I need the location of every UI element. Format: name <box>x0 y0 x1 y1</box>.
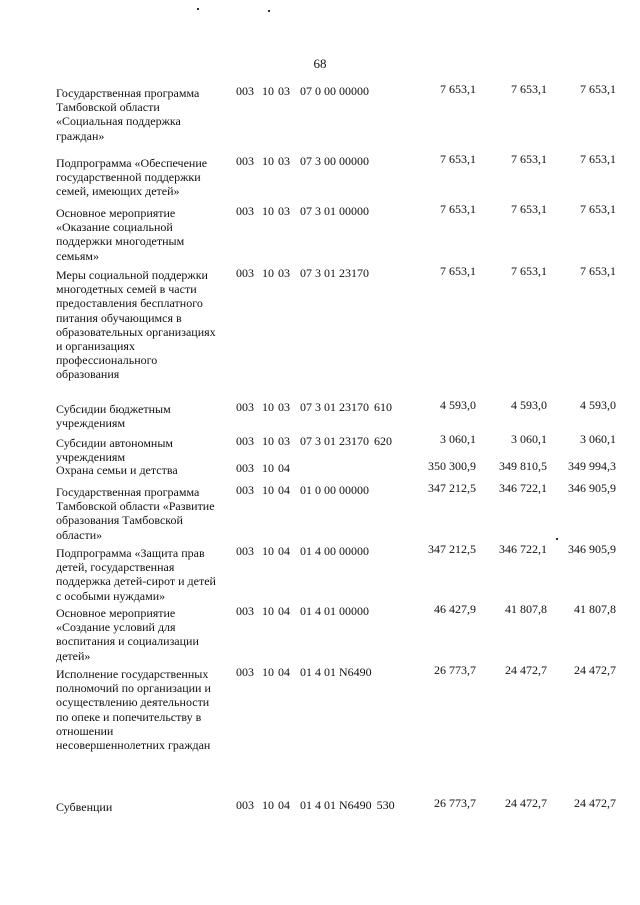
subsection-code: 03 <box>278 434 290 448</box>
subsection-code: 04 <box>278 665 290 679</box>
amount-year-2: 346 722,1 <box>499 481 547 495</box>
row-name: Подпрограмма «Защита прав детей, государственная поддержка детей-сирот и детей с особыми нуждами» <box>56 546 216 603</box>
amount-year-1: 26 773,7 <box>434 796 476 810</box>
target-article: 01 4 00 00000 <box>300 544 369 558</box>
amount-year-2: 349 810,5 <box>499 459 547 473</box>
budget-code <box>236 84 379 98</box>
ministry-code: 003 <box>236 266 254 280</box>
page-number: 68 <box>313 56 327 71</box>
expense-type: 620 <box>374 434 392 448</box>
section-code: 10 <box>262 544 274 558</box>
target-article: 01 0 00 00000 <box>300 483 369 497</box>
amount-year-1: 7 653,1 <box>440 82 476 96</box>
budget-code <box>236 266 379 280</box>
scan-mark <box>197 8 199 10</box>
amount-year-3: 24 472,7 <box>574 663 616 677</box>
amount-year-3: 24 472,7 <box>574 796 616 810</box>
section-code: 10 <box>262 483 274 497</box>
expense-type: 610 <box>374 400 392 414</box>
amount-year-1: 347 212,5 <box>428 481 476 495</box>
amount-year-3: 41 807,8 <box>574 602 616 616</box>
row-name: Субвенции <box>56 800 113 814</box>
row-name: Основное мероприятие «Оказание социальной поддержки многодетным семьям» <box>56 206 185 263</box>
amount-year-2: 41 807,8 <box>505 602 547 616</box>
target-article: 07 0 00 00000 <box>300 84 369 98</box>
section-code: 10 <box>262 154 274 168</box>
ministry-code: 003 <box>236 544 254 558</box>
amount-year-3: 346 905,9 <box>568 481 616 495</box>
section-code: 10 <box>262 604 274 618</box>
amount-year-2: 346 722,1 <box>499 542 547 556</box>
budget-code <box>236 154 379 168</box>
amount-year-3: 3 060,1 <box>580 432 616 446</box>
target-article: 07 3 00 00000 <box>300 154 369 168</box>
ministry-code: 003 <box>236 434 254 448</box>
target-article: 01 4 01 00000 <box>300 604 369 618</box>
target-article: 01 4 01 N6490 <box>300 798 372 812</box>
expense-type: 530 <box>376 798 395 812</box>
target-article: 07 3 01 23170 <box>300 434 369 448</box>
amount-year-2: 7 653,1 <box>511 82 547 96</box>
ministry-code: 003 <box>236 483 254 497</box>
subsection-code: 03 <box>278 84 290 98</box>
row-name: Меры социальной поддержки многодетных семей в части предоставления бесплатного питания обучающимся в образовательных организациях и организациях профессионального образования <box>56 268 216 382</box>
section-code: 10 <box>262 665 274 679</box>
row-name: Исполнение государственных полномочий по организации и осуществлению деятельности по опеке и попечительству в отношении несовершеннолетних граждан <box>56 667 211 753</box>
row-name: Государственная программа Тамбовской области «Социальная поддержка граждан» <box>56 86 200 143</box>
ministry-code: 003 <box>236 461 254 475</box>
amount-year-3: 7 653,1 <box>580 202 616 216</box>
subsection-code: 03 <box>278 400 290 414</box>
amount-year-2: 7 653,1 <box>511 152 547 166</box>
ministry-code: 003 <box>236 798 254 812</box>
section-code: 10 <box>262 266 274 280</box>
amount-year-2: 7 653,1 <box>511 202 547 216</box>
ministry-code: 003 <box>236 665 254 679</box>
budget-code <box>236 483 379 497</box>
row-name: Подпрограмма «Обеспечение государственной поддержки семей, имеющих детей» <box>56 156 208 199</box>
scan-mark <box>268 10 270 12</box>
section-code: 10 <box>262 204 274 218</box>
budget-code <box>236 434 397 448</box>
ministry-code: 003 <box>236 604 254 618</box>
amount-year-1: 46 427,9 <box>434 602 476 616</box>
amount-year-1: 350 300,9 <box>428 459 476 473</box>
ministry-code: 003 <box>236 154 254 168</box>
amount-year-3: 4 593,0 <box>580 398 616 412</box>
subsection-code: 04 <box>278 461 290 475</box>
amount-year-2: 24 472,7 <box>505 663 547 677</box>
target-article: 07 3 01 23170 <box>300 266 369 280</box>
row-name: Субсидии бюджетным учреждениям <box>56 402 171 431</box>
subsection-code: 04 <box>278 483 290 497</box>
amount-year-2: 4 593,0 <box>511 398 547 412</box>
subsection-code: 03 <box>278 154 290 168</box>
section-code: 10 <box>262 461 274 475</box>
ministry-code: 003 <box>236 204 254 218</box>
amount-year-1: 26 773,7 <box>434 663 476 677</box>
amount-year-3: 346 905,9 <box>568 542 616 556</box>
section-code: 10 <box>262 84 274 98</box>
amount-year-1: 347 212,5 <box>428 542 476 556</box>
section-code: 10 <box>262 798 274 812</box>
amount-year-1: 7 653,1 <box>440 152 476 166</box>
row-name: Основное мероприятие «Создание условий для воспитания и социализации детей» <box>56 606 199 663</box>
budget-code <box>236 204 379 218</box>
row-name: Субсидии автономным учреждениям <box>56 436 173 465</box>
row-name: Охрана семьи и детства <box>56 463 178 477</box>
section-code: 10 <box>262 434 274 448</box>
budget-code <box>236 400 397 414</box>
amount-year-1: 7 653,1 <box>440 202 476 216</box>
amount-year-2: 7 653,1 <box>511 264 547 278</box>
row-name: Государственная программа Тамбовской области «Развитие образования Тамбовской области» <box>56 485 215 542</box>
amount-year-3: 7 653,1 <box>580 82 616 96</box>
ministry-code: 003 <box>236 400 254 414</box>
target-article: 07 3 01 00000 <box>300 204 369 218</box>
subsection-code: 04 <box>278 604 290 618</box>
amount-year-3: 349 994,3 <box>568 459 616 473</box>
amount-year-2: 3 060,1 <box>511 432 547 446</box>
target-article: 07 3 01 23170 <box>300 400 369 414</box>
subsection-code: 04 <box>278 544 290 558</box>
subsection-code: 03 <box>278 266 290 280</box>
amount-year-3: 7 653,1 <box>580 152 616 166</box>
amount-year-3: 7 653,1 <box>580 264 616 278</box>
budget-code <box>236 798 400 812</box>
budget-code <box>236 665 382 679</box>
target-article: 01 4 01 N6490 <box>300 665 372 679</box>
amount-year-2: 24 472,7 <box>505 796 547 810</box>
amount-year-1: 7 653,1 <box>440 264 476 278</box>
budget-code <box>236 544 379 558</box>
ministry-code: 003 <box>236 84 254 98</box>
amount-year-1: 4 593,0 <box>440 398 476 412</box>
scan-mark <box>556 538 558 540</box>
amount-year-1: 3 060,1 <box>440 432 476 446</box>
budget-code <box>236 604 379 618</box>
subsection-code: 03 <box>278 204 290 218</box>
section-code: 10 <box>262 400 274 414</box>
subsection-code: 04 <box>278 798 290 812</box>
budget-code <box>236 461 310 475</box>
